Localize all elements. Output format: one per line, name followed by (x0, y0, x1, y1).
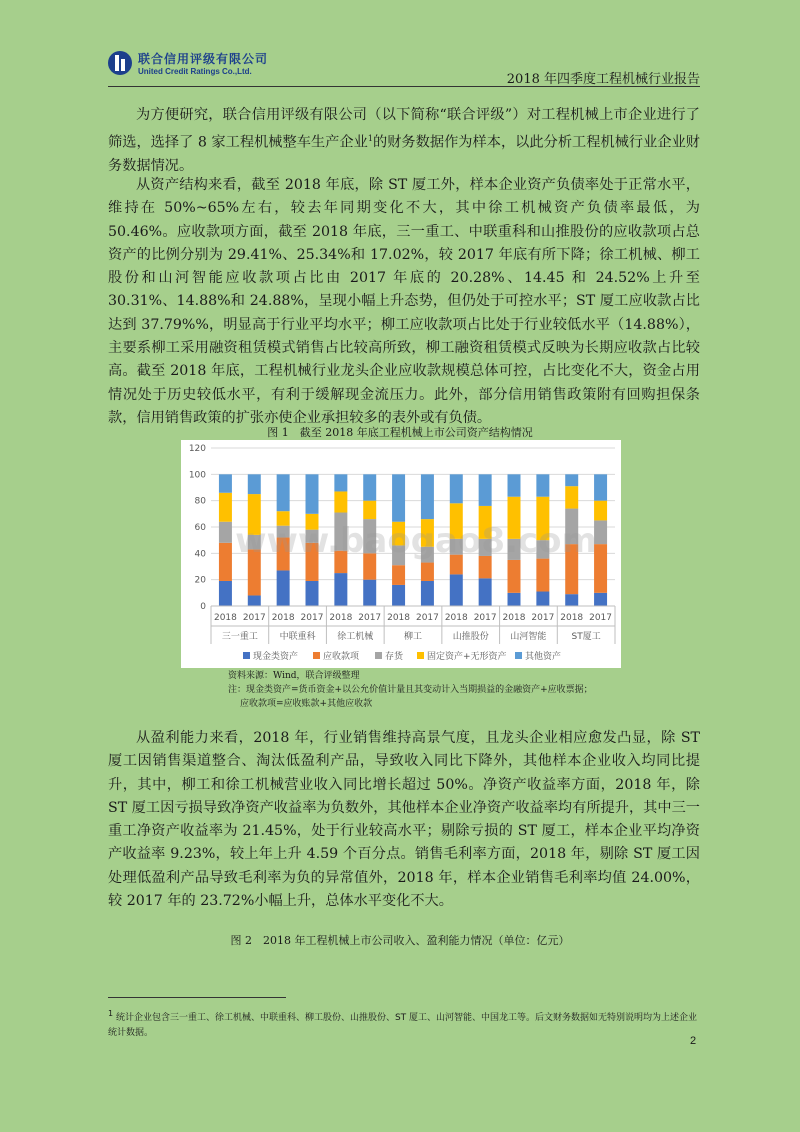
bar-segment-现金类资产 (363, 580, 376, 606)
paragraph-intro-text-a: 为方便研究，联合信用评级有限公司（以下简称“联合评级”）对工程机械上市企业进行了筛选，选择了 8 家工程机械整车生产企业 (108, 107, 700, 152)
y-tick-label: 60 (194, 523, 206, 533)
legend-label: 应收款项 (323, 652, 360, 662)
watermark-text: www.baogao8.com (235, 521, 597, 561)
bar-segment-其他资产 (277, 474, 290, 511)
y-tick-label: 120 (188, 444, 206, 454)
page-number: 2 (690, 1035, 697, 1047)
bar-segment-现金类资产 (334, 573, 347, 606)
bar-segment-其他资产 (479, 474, 492, 506)
bar-segment-现金类资产 (219, 581, 232, 606)
bar-segment-现金类资产 (306, 581, 319, 606)
bar-segment-现金类资产 (565, 594, 578, 606)
paragraph-asset-structure: 从资产结构来看，截至 2018 年底，除 ST 厦工外，样本企业资产负债率处于正常水平，维持在 50%~65%左右，较去年同期变化不大，其中徐工机械资产负债率最低，为 50.46%。应收款项方面，截至 2018 年底，三一重工、中联重科和山推股份的应收款项占总资产的比例分别为 29.41%、25.34%和 17.02%，较 2017 年底有所下降；徐工机械、柳工股份和山河智能应收款项占比由 2017 年底的 20.28%、14.45 和 24.52%上升至 30.31%、14.88%和 24.88%，呈现小幅上升态势，但仍处于可控水平；ST 厦工应收款占比达到 37.79%%，明显高于行业平均水平；柳工应收款项占比处于行业较低水平（14.88%），主要系柳工采用融资租赁模式销售占比较高所致，柳工融资租赁模式反映为长期应收款占比较高。截至 2018 年底，工程机械行业龙头企业应收款规模总体可控，占比变化不大，资金占用情况处于历史较低水平，有利于缓解现金流压力。此外，部分信用销售政策附有回购担保条款，信用销售政策的扩张亦使企业承担较多的表外或有负债。 (108, 177, 700, 426)
company-label: 三一重工 (221, 632, 258, 642)
bar-segment-现金类资产 (450, 574, 463, 606)
bar-segment-应收款项 (536, 559, 549, 592)
y-tick-label: 20 (194, 575, 206, 586)
bar-segment-应收款项 (508, 560, 521, 593)
bar-segment-其他资产 (594, 474, 607, 500)
company-label: 山河智能 (510, 632, 547, 642)
x-tick-year: 2017 (415, 613, 439, 623)
logo-name-cn: 联合信用评级有限公司 (138, 52, 269, 66)
bar-segment-其他资产 (508, 474, 521, 496)
bar-segment-其他资产 (219, 474, 232, 492)
x-tick-year: 2018 (329, 613, 353, 623)
header-divider (108, 86, 700, 87)
bar-segment-固定资产+无形资产 (565, 486, 578, 508)
bar-segment-其他资产 (450, 474, 463, 503)
company-label: 中联重科 (279, 632, 316, 642)
company-label: 柳工 (403, 632, 423, 642)
bar-segment-其他资产 (536, 474, 549, 496)
footnote-text: 统计企业包含三一重工、徐工机械、中联重科、柳工股份、山推股份、ST 厦工、山河智能、中国龙工等。后文财务数据如无特别说明均为上述企业统计数据。 (108, 1013, 698, 1038)
company-logo (108, 48, 268, 78)
bar-segment-现金类资产 (508, 593, 521, 606)
legend-swatch (515, 652, 522, 659)
bar-segment-现金类资产 (421, 581, 434, 606)
bar-segment-存货 (219, 522, 232, 543)
logo-name-en: United Credit Ratings Co.,Ltd. (138, 67, 252, 76)
logo-mark-icon (108, 51, 132, 75)
y-tick-label: 80 (194, 496, 206, 507)
bar-segment-应收款项 (392, 565, 405, 585)
bar-segment-固定资产+无形资产 (219, 493, 232, 522)
bar-segment-应收款项 (421, 563, 434, 581)
paragraph-profitability: 从盈利能力来看，2018 年，行业销售维持高景气度，且龙头企业相应愈发凸显，除 ST 厦工因销售渠道整合、淘汰低盈利产品，导致收入同比下降外，其他样本企业收入均同比提升，其中，柳工和徐工机械营业收入同比增长超过 50%。净资产收益率方面，2018 年，除 ST 厦工因亏损导致净资产收益率为负数外，其他样本企业净资产收益率均有所提升，其中三一重工净资产收益率为 21.45%，处于行业较高水平；剔除亏损的 ST 厦工，样本企业平均净资产收益率 9.23%，较上年上升 4.59 个百分点。销售毛利率方面，2018 年，剔除 ST 厦工因处理低盈利产品导致毛利率为负的异常值外，2018 年，样本企业销售毛利率均值 24.00%，较 2017 年的 23.72%小幅上升，总体水平变化不大。 (108, 730, 700, 910)
x-tick-year: 2017 (358, 613, 382, 623)
y-tick-label: 40 (194, 549, 206, 560)
y-tick-label: 0 (200, 602, 206, 612)
bar-segment-现金类资产 (277, 570, 290, 606)
x-tick-year: 2017 (589, 613, 613, 623)
bar-segment-其他资产 (421, 474, 434, 519)
figure1-source: 资料来源：Wind，联合评级整理 (228, 671, 360, 681)
bar-segment-其他资产 (565, 474, 578, 486)
asset-structure-chart (181, 440, 621, 668)
bar-segment-现金类资产 (594, 593, 607, 606)
bar-segment-固定资产+无形资产 (594, 501, 607, 521)
x-tick-year: 2018 (560, 613, 584, 623)
figure1-note-2: 应收款项=应收账款+其他应收款 (240, 699, 373, 709)
legend-label: 存货 (385, 652, 404, 662)
x-tick-year: 2017 (473, 613, 497, 623)
figure1-title: 图 1 截至 2018 年底工程机械上市公司资产结构情况 (267, 426, 533, 439)
chart-svg (181, 440, 621, 668)
bar-segment-其他资产 (392, 474, 405, 521)
paragraph-intro (108, 104, 700, 179)
x-tick-year: 2017 (300, 613, 324, 623)
bar-segment-现金类资产 (248, 595, 261, 606)
bar-segment-其他资产 (248, 474, 261, 494)
legend-swatch (417, 652, 424, 659)
x-tick-year: 2018 (444, 613, 468, 623)
page-header (108, 44, 700, 88)
x-tick-year: 2017 (242, 613, 266, 623)
legend-label: 现金类资产 (253, 652, 299, 662)
paragraph-intro-text-b: 的财务数据作为样本，以此分析工程机械行业企业财务数据情况。 (108, 135, 700, 175)
legend-label: 其他资产 (525, 652, 562, 662)
report-title: 2018 年四季度工程机械行业报告 (506, 72, 700, 87)
footnote-marker: 1 (108, 1009, 114, 1018)
bar-segment-现金类资产 (392, 585, 405, 606)
bar-segment-其他资产 (363, 474, 376, 500)
x-tick-year: 2018 (387, 613, 411, 623)
x-tick-year: 2018 (502, 613, 526, 623)
company-label: ST厦工 (571, 632, 601, 642)
y-tick-label: 100 (188, 470, 206, 481)
bar-segment-应收款项 (219, 543, 232, 581)
bar-segment-其他资产 (306, 474, 319, 513)
figure1-note-1: 注：现金类资产=货币资金+以公允价值计量且其变动计入当期损益的金融资产+应收票据； (228, 685, 593, 695)
bar-segment-固定资产+无形资产 (334, 491, 347, 512)
legend-swatch (375, 652, 382, 659)
legend-swatch (313, 652, 320, 659)
bar-segment-现金类资产 (536, 592, 549, 606)
bar-segment-固定资产+无形资产 (363, 501, 376, 519)
footnote-divider (108, 997, 286, 998)
bar-segment-现金类资产 (479, 578, 492, 606)
figure2-title: 图 2 2018 年工程机械上市公司收入、盈利能力情况（单位：亿元） (230, 934, 570, 947)
x-tick-year: 2017 (531, 613, 555, 623)
company-label: 徐工机械 (337, 632, 374, 642)
bar-segment-其他资产 (334, 474, 347, 491)
legend-swatch (243, 652, 250, 659)
company-label: 山推股份 (452, 632, 489, 642)
x-tick-year: 2018 (271, 613, 295, 623)
footnote-reference: 1 (367, 134, 373, 144)
footnote (108, 1006, 700, 1041)
x-tick-year: 2018 (213, 613, 237, 623)
legend-label: 固定资产+无形资产 (427, 652, 507, 662)
